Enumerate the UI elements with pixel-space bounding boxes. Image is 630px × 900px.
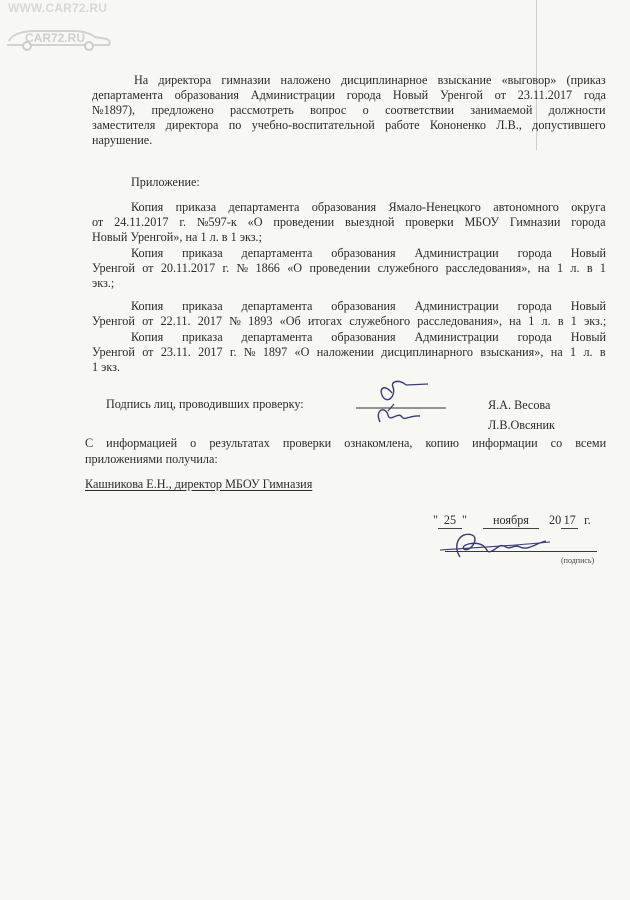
date-open-quote: " (433, 513, 438, 527)
attachment-line-1: Копия приказа департамента образования Ямало-Ненецкого автономного округа (131, 200, 606, 214)
para1-line5: нарушение. (92, 133, 153, 147)
inspector-signature-1 (350, 375, 460, 430)
signature-line (445, 551, 597, 552)
date-day: 25 (438, 513, 462, 529)
signer-name-1: Я.А. Весова (488, 398, 551, 412)
para1-line1: На директора гимназии наложено дисциплинарное взыскание «выговор» (приказ (134, 73, 606, 87)
date-year-suffix: 17 (561, 513, 578, 529)
attachment-line-8: Уренгой от 22.11. 2017 № 1893 «Об итогах служебного расследования», на 1 л. в 1 экз.; (92, 314, 607, 328)
acknowledged-person: Кашникова Е.Н., директор МБОУ Гимназия (85, 477, 313, 491)
attachment-line-7: Копия приказа департамента образования Администрации города Новый (131, 299, 607, 313)
attachment-line-10: Уренгой от 23.11. 2017 г. № 1897 «О наложении дисциплинарного взыскания», на 1 л. в (92, 345, 606, 359)
date-month: ноября (483, 513, 539, 529)
signature-caption: (подпись) (561, 556, 595, 565)
date-close-quote: " (461, 513, 467, 527)
attachment-line-3: Новый Уренгой», на 1 л. в 1 экз.; (92, 230, 262, 244)
watermark-logo-text: CAR72.RU (25, 31, 86, 45)
date-year-unit: г. (584, 513, 591, 527)
attachments-heading: Приложение: (131, 175, 200, 189)
attachment-line-2: от 24.11.2017 г. №597-к «О проведении выездной проверки МБОУ Гимназии города (92, 215, 606, 229)
watermark-logo (3, 25, 113, 51)
acknowledgement-line-1: С информацией о результатах проверки ознакомлена, копию информации со всеми (85, 436, 607, 450)
attachment-line-5: Уренгой от 20.11.2017 г. № 1866 «О проведении служебного расследования», на 1 л. в 1 (92, 261, 607, 275)
date-year-prefix: 20 (548, 513, 562, 527)
signatures-label: Подпись лиц, проводивших проверку: (106, 397, 304, 411)
attachment-line-6: экз.; (92, 276, 115, 290)
para1-line2: департамента образования Администрации города Новый Уренгой от 23.11.2017 года (92, 88, 606, 102)
watermark-url: WWW.CAR72.RU (8, 1, 108, 15)
acknowledgement-line-2: приложениями получила: (85, 452, 218, 466)
attachment-line-4: Копия приказа департамента образования Администрации города Новый (131, 246, 607, 260)
para1-line4: заместителя директора по учебно-воспитательной работе Кононенко Л.В., допустившего (92, 118, 606, 132)
signer-name-2: Л.В.Овсяник (488, 418, 555, 432)
attachment-line-9: Копия приказа департамента образования Администрации города Новый (131, 330, 607, 344)
attachment-line-11: 1 экз. (92, 360, 120, 374)
para1-line3: №1897), предложено рассмотреть вопрос о соответствии занимаемой должности (92, 103, 606, 117)
